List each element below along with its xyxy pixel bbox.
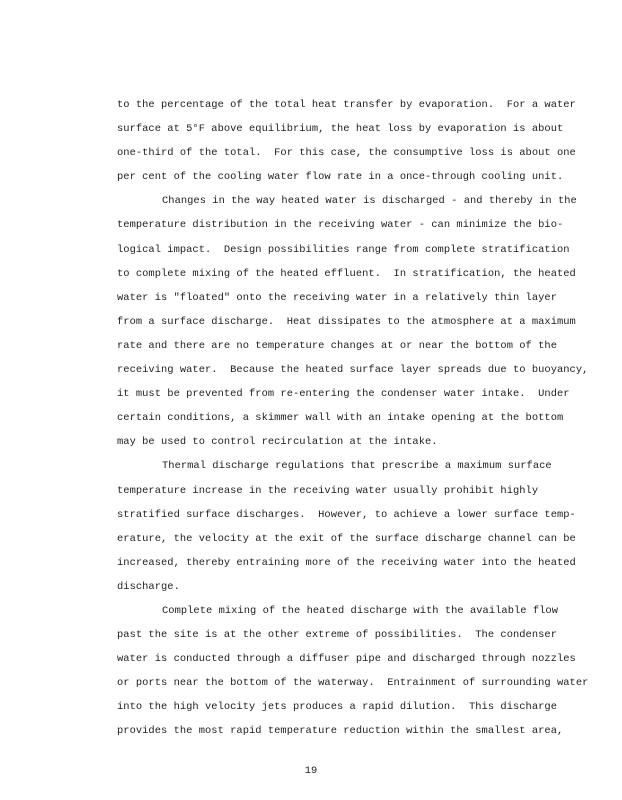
text-line: receiving water. Because the heated surface layer spreads due to buoyancy,: [117, 364, 589, 377]
body-text: [117, 93, 589, 744]
text-line: certain conditions, a skimmer wall with an intake opening at the bottom: [117, 412, 564, 425]
page-number: 19: [304, 765, 318, 777]
text-line: or ports near the bottom of the waterway. Entrainment of surrounding water: [117, 677, 589, 690]
text-line: it must be prevented from re-entering the condenser water intake. Under: [117, 388, 570, 401]
text-line: from a surface discharge. Heat dissipates to the atmosphere at a maximum: [117, 315, 576, 328]
text-line: one-third of the total. For this case, the consumptive loss is about one: [117, 147, 576, 160]
text-line: rate and there are no temperature changes at or near the bottom of the: [117, 339, 557, 352]
text-line: provides the most rapid temperature reduction within the smallest area,: [117, 725, 564, 738]
text-line: temperature distribution in the receiving water - can minimize the bio-: [117, 219, 564, 232]
text-line: past the site is at the other extreme of possibilities. The condenser: [117, 629, 557, 642]
paragraph-start-line: Thermal discharge regulations that prescribe a maximum surface: [162, 460, 552, 473]
text-line: may be used to control recirculation at the intake.: [117, 436, 438, 449]
paragraph-start-line: Changes in the way heated water is discharged - and thereby in the: [162, 195, 577, 208]
text-line: discharge.: [117, 580, 180, 593]
text-line: water is "floated" onto the receiving water in a relatively thin layer: [117, 291, 557, 304]
text-line: water is conducted through a diffuser pipe and discharged through nozzles: [117, 653, 576, 666]
text-line: logical impact. Design possibilities range from complete stratification: [117, 243, 570, 256]
text-line: per cent of the cooling water flow rate in a once-through cooling unit.: [117, 171, 564, 184]
text-line: to the percentage of the total heat transfer by evaporation. For a water: [117, 99, 576, 111]
paragraph-start-line: Complete mixing of the heated discharge with the available flow: [162, 604, 558, 617]
text-line: erature, the velocity at the exit of the surface discharge channel can be: [117, 532, 576, 545]
text-line: increased, thereby entraining more of the receiving water into the heated: [117, 556, 576, 569]
text-line: to complete mixing of the heated effluent. In stratification, the heated: [117, 267, 576, 280]
text-line: surface at 5°F above equilibrium, the heat loss by evaporation is about: [117, 123, 564, 136]
text-line: stratified surface discharges. However, to achieve a lower surface temp-: [117, 508, 576, 521]
text-line: temperature increase in the receiving water usually prohibit highly: [117, 484, 539, 497]
text-line: into the high velocity jets produces a rapid dilution. This discharge: [117, 701, 557, 714]
